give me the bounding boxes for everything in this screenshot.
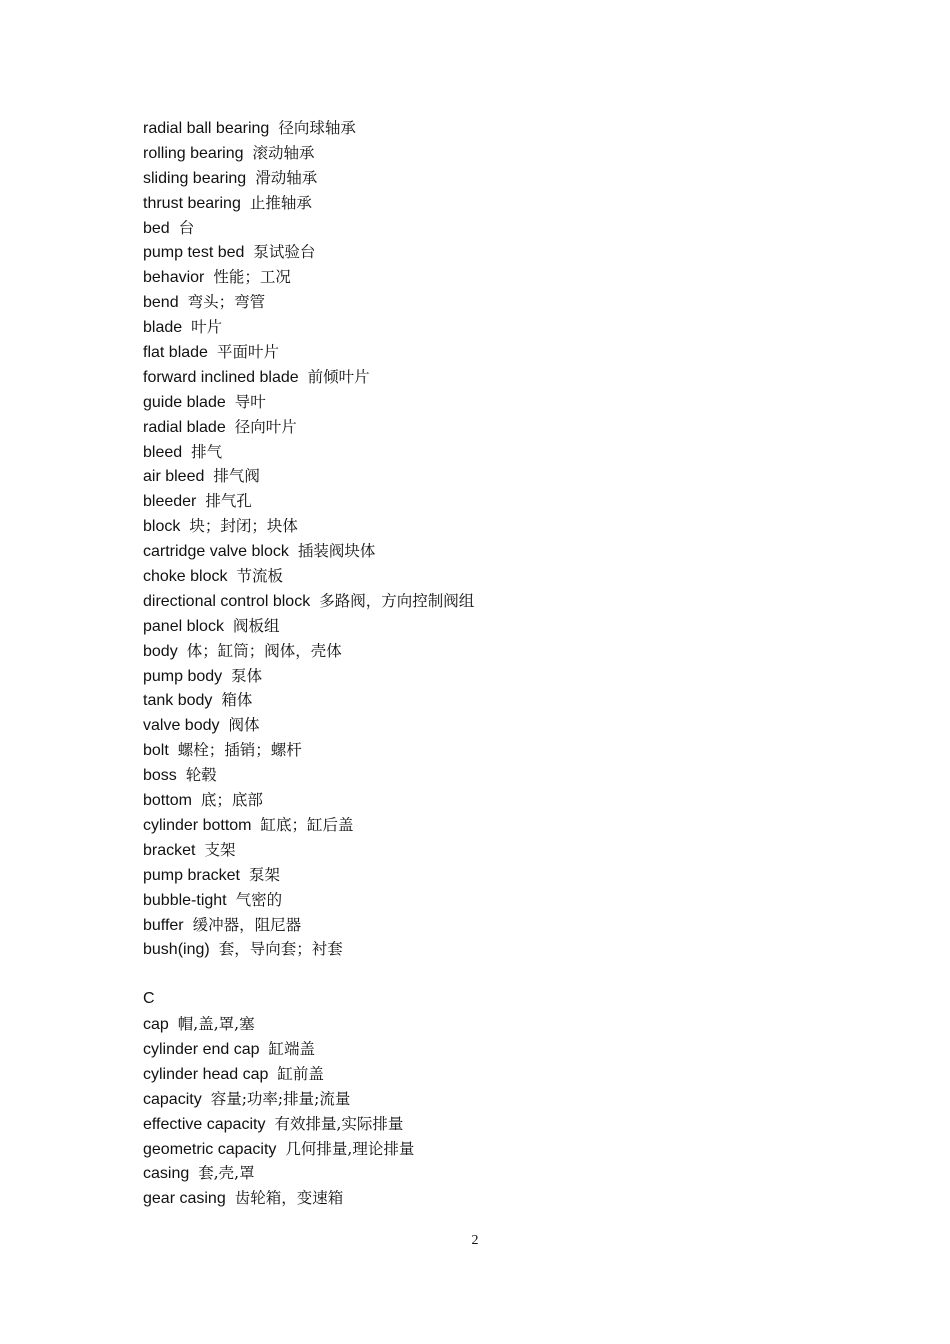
entry-translation: 性能；工况 xyxy=(213,268,291,287)
glossary-entry xyxy=(143,1087,903,1112)
entry-term: choke block xyxy=(143,568,228,586)
entry-term: bed xyxy=(143,219,170,237)
entry-translation: 块；封闭；块体 xyxy=(189,517,298,536)
entry-term: boss xyxy=(143,767,177,785)
entry-term: tank body xyxy=(143,692,213,710)
glossary-entry xyxy=(143,216,903,241)
glossary-entry xyxy=(143,1186,903,1211)
entry-translation: 缸底；缸后盖 xyxy=(260,815,354,834)
entry-translation: 插装阀块体 xyxy=(297,542,376,561)
entry-translation: 螺栓；插销；螺杆 xyxy=(177,741,302,760)
entry-translation: 套,壳,罩 xyxy=(198,1164,255,1183)
glossary-entry xyxy=(143,166,903,191)
glossary-entry xyxy=(143,265,903,290)
entry-term: bush(ing) xyxy=(143,941,210,959)
entry-translation: 平面叶片 xyxy=(216,343,279,362)
entry-term: blade xyxy=(143,319,183,337)
entry-translation: 缸端盖 xyxy=(268,1039,316,1058)
entry-translation: 体；缸筒；阀体，壳体 xyxy=(186,641,342,660)
glossary-entry xyxy=(143,937,903,962)
glossary-entry xyxy=(143,1037,903,1062)
glossary-entry xyxy=(143,1012,903,1037)
glossary-entry xyxy=(143,888,903,913)
entry-term: forward inclined blade xyxy=(143,368,299,386)
entry-translation: 底；底部 xyxy=(200,791,263,810)
entry-translation: 前倾叶片 xyxy=(307,367,370,386)
entry-translation: 径向球轴承 xyxy=(278,119,356,137)
entry-translation: 缓冲器，阻尼器 xyxy=(192,915,302,934)
entry-term: radial ball bearing xyxy=(143,120,270,137)
entry-term: pump bracket xyxy=(143,866,240,884)
entry-term: body xyxy=(143,642,178,660)
glossary-entry xyxy=(143,738,903,763)
entry-translation: 止推轴承 xyxy=(249,193,312,212)
entry-term: bend xyxy=(143,294,179,312)
entry-term: bottom xyxy=(143,792,192,810)
entry-translation: 阀板组 xyxy=(232,616,280,635)
glossary-entry xyxy=(143,116,903,141)
entry-list-b xyxy=(143,116,903,962)
glossary-entry xyxy=(143,688,903,713)
entry-term: effective capacity xyxy=(143,1115,266,1133)
glossary-entry xyxy=(143,489,903,514)
entry-term: valve body xyxy=(143,717,220,735)
glossary-entry xyxy=(143,240,903,265)
entry-term: bubble-tight xyxy=(143,891,227,909)
glossary-entry xyxy=(143,290,903,315)
entry-translation: 弯头；弯管 xyxy=(187,293,266,312)
entry-term: block xyxy=(143,518,181,536)
glossary-entry xyxy=(143,1137,903,1162)
entry-translation: 阀体 xyxy=(228,716,260,735)
entry-translation: 泵试验台 xyxy=(253,243,316,262)
glossary-entry xyxy=(143,788,903,813)
entry-translation: 导叶 xyxy=(234,392,266,411)
entry-term: bracket xyxy=(143,841,196,859)
entry-term: thrust bearing xyxy=(143,194,241,212)
glossary-entry xyxy=(143,838,903,863)
glossary-entry xyxy=(143,464,903,489)
glossary-entry xyxy=(143,141,903,166)
glossary-entries xyxy=(143,116,903,1211)
glossary-entry xyxy=(143,340,903,365)
glossary-entry xyxy=(143,514,903,539)
entry-translation: 排气阀 xyxy=(213,467,260,486)
entry-translation: 齿轮箱，变速箱 xyxy=(234,1189,344,1208)
entry-term: pump test bed xyxy=(143,244,245,262)
glossary-entry xyxy=(143,813,903,838)
glossary-entry xyxy=(143,614,903,639)
entry-term: directional control block xyxy=(143,592,311,610)
entry-term: guide blade xyxy=(143,393,226,411)
entry-term: radial blade xyxy=(143,418,226,436)
entry-translation: 容量;功率;排量;流量 xyxy=(210,1089,351,1108)
entry-term: capacity xyxy=(143,1090,202,1108)
entry-translation: 气密的 xyxy=(235,890,283,909)
entry-term: geometric capacity xyxy=(143,1140,277,1158)
entry-list-c xyxy=(143,1012,903,1211)
glossary-entry xyxy=(143,440,903,465)
section-heading-c: C xyxy=(143,990,155,1008)
entry-translation: 台 xyxy=(178,218,195,237)
glossary-entry xyxy=(143,564,903,589)
entry-translation: 泵架 xyxy=(248,865,280,884)
entry-term: cylinder end cap xyxy=(143,1040,260,1058)
entry-translation: 帽,盖,罩,塞 xyxy=(177,1015,255,1034)
entry-term: bleed xyxy=(143,443,183,461)
glossary-entry xyxy=(143,1161,903,1186)
entry-translation: 排气 xyxy=(191,442,223,461)
glossary-entry xyxy=(143,415,903,440)
entry-term: rolling bearing xyxy=(143,144,244,162)
entry-translation: 叶片 xyxy=(191,318,223,337)
entry-translation: 有效排量,实际排量 xyxy=(274,1114,404,1133)
entry-translation: 径向叶片 xyxy=(234,417,297,436)
entry-translation: 几何排量,理论排量 xyxy=(285,1139,415,1158)
entry-translation: 排气孔 xyxy=(205,492,252,511)
entry-term: gear casing xyxy=(143,1190,226,1208)
entry-translation: 轮毂 xyxy=(185,766,217,785)
entry-term: cylinder bottom xyxy=(143,816,252,834)
glossary-entry xyxy=(143,1112,903,1137)
entry-term: bleeder xyxy=(143,493,197,511)
entry-term: cylinder head cap xyxy=(143,1065,269,1083)
blank-line xyxy=(143,962,903,987)
entry-term: sliding bearing xyxy=(143,169,247,187)
entry-term: cartridge valve block xyxy=(143,543,289,561)
entry-term: behavior xyxy=(143,269,205,287)
entry-translation: 泵体 xyxy=(231,666,263,685)
entry-term: panel block xyxy=(143,617,224,635)
entry-translation: 缸前盖 xyxy=(277,1064,324,1083)
entry-translation: 套，导向套；衬套 xyxy=(218,940,343,959)
entry-translation: 支架 xyxy=(204,840,236,859)
glossary-entry xyxy=(143,589,903,614)
page-number: 2 xyxy=(471,1233,479,1248)
entry-term: flat blade xyxy=(143,344,208,362)
entry-term: buffer xyxy=(143,916,184,934)
glossary-entry xyxy=(143,863,903,888)
entry-translation: 多路阀，方向控制阀组 xyxy=(319,591,475,610)
entry-term: air bleed xyxy=(143,468,205,486)
entry-term: casing xyxy=(143,1165,190,1183)
glossary-entry xyxy=(143,713,903,738)
glossary-entry xyxy=(143,1062,903,1087)
glossary-entry xyxy=(143,191,903,216)
glossary-entry xyxy=(143,763,903,788)
entry-term: bolt xyxy=(143,742,169,760)
glossary-entry xyxy=(143,664,903,689)
entry-translation: 箱体 xyxy=(221,691,253,710)
glossary-entry xyxy=(143,365,903,390)
glossary-entry xyxy=(143,390,903,415)
glossary-entry xyxy=(143,639,903,664)
entry-translation: 节流板 xyxy=(236,567,284,586)
entry-term: pump body xyxy=(143,667,223,685)
entry-term: cap xyxy=(143,1016,169,1034)
glossary-entry xyxy=(143,315,903,340)
entry-translation: 滑动轴承 xyxy=(255,168,318,187)
entry-translation: 滚动轴承 xyxy=(252,143,315,162)
glossary-entry xyxy=(143,539,903,564)
glossary-entry xyxy=(143,913,903,938)
